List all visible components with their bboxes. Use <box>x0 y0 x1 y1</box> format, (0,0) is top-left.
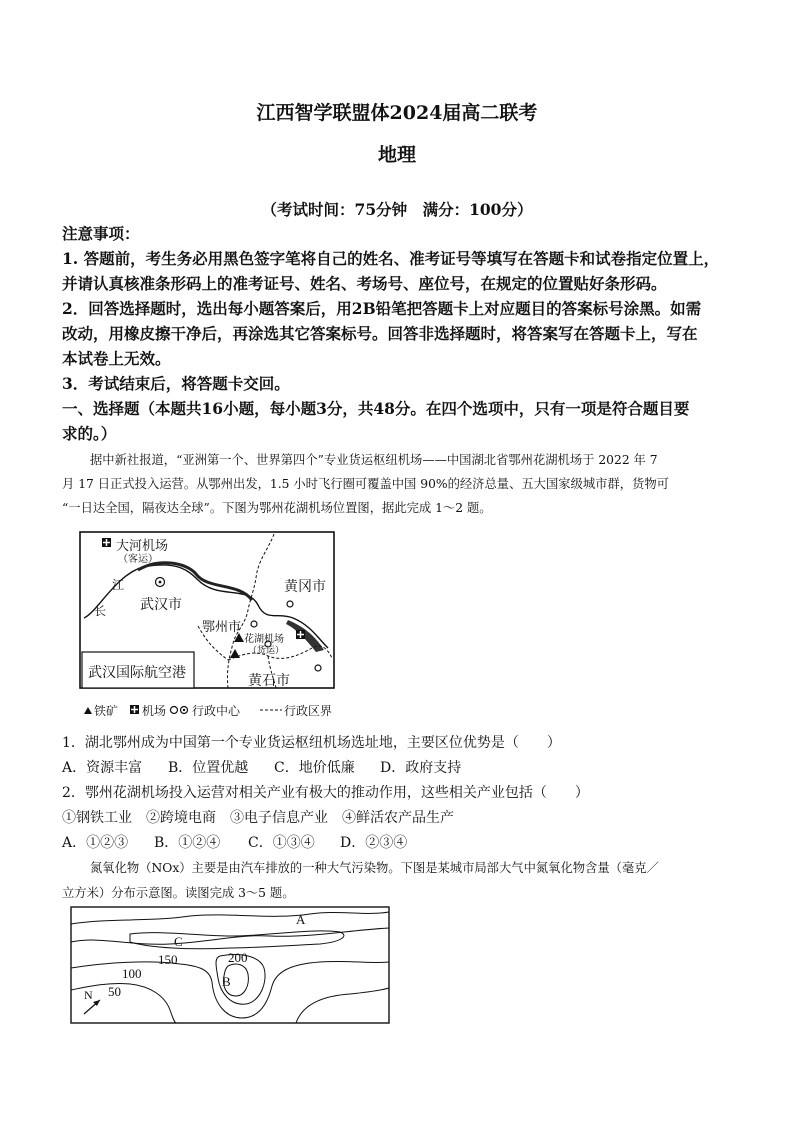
passage-1-line-a: 据中新社报道，“亚洲第一个、世界第四个”专业货运枢纽机场——中国湖北省鄂州花湖机场于 2022 年 7 <box>90 453 658 467</box>
city-huangshi: 黄石市 <box>248 673 290 689</box>
contour-label-50: 50 <box>108 984 121 999</box>
area-label-b: B <box>222 974 231 989</box>
passage-2-line-a: 氮氧化物（NOx）主要是由汽车排放的一种大气污染物。下图是某城市局部大气中氮氧化物含量（毫克／ <box>90 861 659 875</box>
question-1-stem: 1．湖北鄂州成为中国第一个专业货运枢纽机场选址地，主要区位优势是（ ） <box>62 735 561 751</box>
notice-line-1b: 并请认真核准条形码上的准考证号、姓名、考场号、座位号，在规定的位置贴好条形码。 <box>62 274 667 293</box>
exam-subject: 地理 <box>377 144 416 166</box>
north-arrow-label: N <box>84 988 93 1002</box>
notice-line-3: 3．考试结束后，将答题卡交回。 <box>62 374 290 393</box>
question-2-stem: 2．鄂州花湖机场投入运营对相关产业有极大的推动作用，这些相关产业包括（ ） <box>62 785 589 801</box>
area-label-c: C <box>174 934 183 949</box>
huahu-airport-note: （货运） <box>248 646 285 656</box>
passage-1-line-b: 月 17 日正式投入运营。从鄂州出发，1.5 小时飞行圈可覆盖中国 90%的经济总量、五大国家级城市群，货物可 <box>62 477 669 491</box>
q1-option-a[interactable]: A．资源丰富 <box>62 760 143 776</box>
q2-option-d[interactable]: D．②③④ <box>340 835 408 851</box>
river-label-jiang: 江 <box>112 578 125 592</box>
exam-title: 江西智学联盟体2024届高二联考 <box>256 102 538 124</box>
legend-admin-center: 行政中心 <box>192 704 241 718</box>
q2-option-b[interactable]: B．①②④ <box>154 835 221 851</box>
notice-line-2a: 2．回答选择题时，选出每小题答案后，用2B铅笔把答题卡上对应题目的答案标号涂黑。如需 <box>62 299 702 318</box>
section-1-heading-b: 求的。） <box>62 424 117 443</box>
notice-heading: 注意事项： <box>62 224 140 243</box>
river-label-chang: 长 <box>94 604 107 618</box>
question-1-options <box>62 757 461 777</box>
airport-location-map <box>78 530 338 722</box>
legend-admin-boundary: 行政区界 <box>284 704 333 718</box>
contour-label-150: 150 <box>158 952 178 967</box>
q2-option-a[interactable]: A．①②③ <box>62 835 129 851</box>
notice-line-2b: 改动，用橡皮擦干净后，再涂选其它答案标号。回答非选择题时，将答案写在答题卡上，写在 <box>62 324 698 343</box>
contour-label-100: 100 <box>122 966 142 981</box>
legend-iron-mine: 铁矿 <box>94 704 119 718</box>
nox-distribution-map <box>70 906 390 1024</box>
section-1-heading-a: 一、选择题（本题共16小题，每小题3分，共48分。在四个选项中，只有一项是符合题目要 <box>62 399 690 418</box>
area-label-a: A <box>296 912 306 927</box>
wuhan-intl-air-port-label: 武汉国际航空港 <box>88 665 186 681</box>
notice-line-1a: 1. 答题前，考生务必用黑色签字笔将自己的姓名、准考证号等填写在答题卡和试卷指定位置上， <box>62 249 720 268</box>
dahe-airport-label: 大河机场 <box>116 539 169 554</box>
city-wuhan: 武汉市 <box>140 597 182 613</box>
q1-option-c[interactable]: C．地价低廉 <box>274 760 355 776</box>
contour-label-200: 200 <box>228 950 248 965</box>
city-huanggang: 黄冈市 <box>284 579 326 595</box>
passage-1-line-c: “一日达全国，隔夜达全球”。下图为鄂州花湖机场位置图，据此完成 1～2 题。 <box>62 501 492 515</box>
exam-time-info: （考试时间：75分钟 满分：100分） <box>261 200 533 219</box>
q1-option-d[interactable]: D．政府支持 <box>380 760 462 776</box>
passage-2-line-b: 立方米）分布示意图。读图完成 3～5 题。 <box>62 886 295 900</box>
q2-option-c[interactable]: C．①③④ <box>248 835 315 851</box>
notice-line-2c: 本试卷上无效。 <box>62 349 171 368</box>
question-2-options <box>62 832 407 852</box>
city-ezhou: 鄂州市 <box>202 620 242 635</box>
legend-airport: 机场 <box>142 704 167 718</box>
dahe-airport-note: （客运） <box>118 554 158 565</box>
huahu-airport-label: 花湖机场 <box>244 634 284 645</box>
question-2-items: ①钢铁工业 ②跨境电商 ③电子信息产业 ④鲜活农产品生产 <box>62 810 454 826</box>
q1-option-b[interactable]: B．位置优越 <box>168 760 249 776</box>
